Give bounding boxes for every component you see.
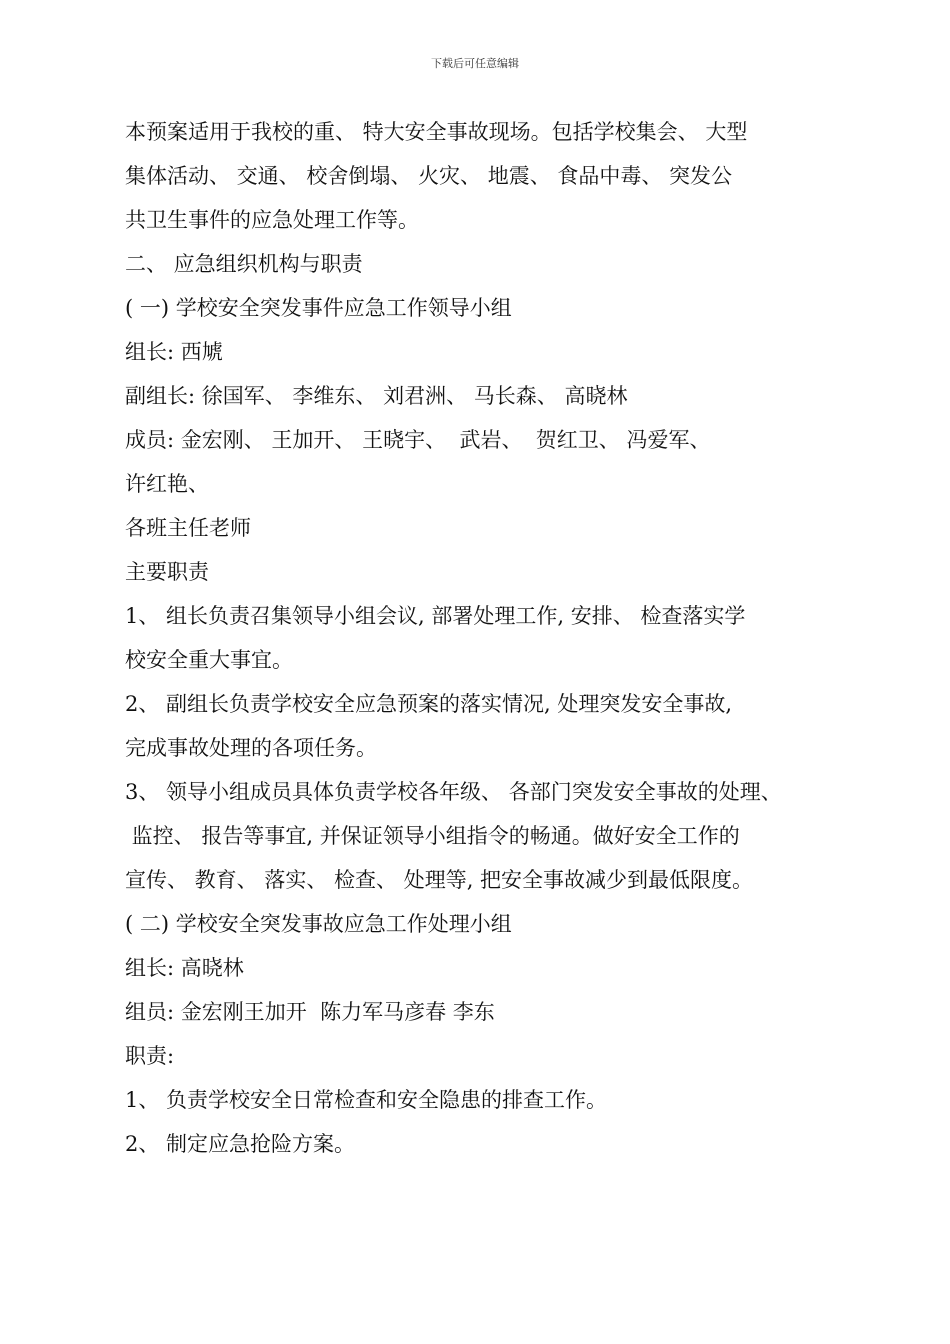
paragraph-line: 本预案适用于我校的重、 特大安全事故现场。包括学校集会、 大型 xyxy=(125,120,748,144)
paragraph-line: 宣传、 教育、 落实、 检查、 处理等, 把安全事故减少到最低限度。 xyxy=(125,868,754,892)
paragraph-line: 完成事故处理的各项任务。 xyxy=(125,736,377,760)
paragraph-line: 3、 领导小组成员具体负责学校各年级、 各部门突发安全事故的处理、 xyxy=(125,780,782,804)
paragraph-line: 2、 制定应急抢险方案。 xyxy=(125,1132,356,1156)
paragraph-line: 组长: 高晓林 xyxy=(125,956,244,980)
paragraph-line: 监控、 报告等事宜, 并保证领导小组指令的畅通。做好安全工作的 xyxy=(125,824,740,848)
section-heading: 二、 应急组织机构与职责 xyxy=(125,252,363,276)
page-header: 下载后可任意编辑 xyxy=(431,57,519,70)
paragraph-line: 许红艳、 xyxy=(125,472,209,496)
paragraph-line: 组长: 西虓 xyxy=(125,340,223,364)
paragraph-heading: 职责: xyxy=(125,1044,175,1068)
subsection-heading: ( 二) 学校安全突发事故应急工作处理小组 xyxy=(125,912,512,936)
paragraph-line: 共卫生事件的应急处理工作等。 xyxy=(125,208,419,232)
paragraph-line: 1、 负责学校安全日常检查和安全隐患的排查工作。 xyxy=(125,1088,608,1112)
paragraph-line: 校安全重大事宜。 xyxy=(125,648,293,672)
paragraph-line: 组员: 金宏刚王加开 陈力军马彦春 李东 xyxy=(125,1000,495,1024)
subsection-heading: ( 一) 学校安全突发事件应急工作领导小组 xyxy=(125,296,512,320)
document-body xyxy=(125,110,855,1166)
paragraph-line: 2、 副组长负责学校安全应急预案的落实情况, 处理突发安全事故, xyxy=(125,692,733,716)
paragraph-line: 1、 组长负责召集领导小组会议, 部署处理工作, 安排、 检查落实学 xyxy=(125,604,746,628)
paragraph-heading: 主要职责 xyxy=(125,560,209,584)
paragraph-line: 集体活动、 交通、 校舍倒塌、 火灾、 地震、 食品中毒、 突发公 xyxy=(125,164,733,188)
paragraph-line: 副组长: 徐国军、 李维东、 刘君洲、 马长森、 高晓林 xyxy=(125,384,628,408)
paragraph-line: 成员: 金宏刚、 王加开、 王晓宇、 武岩、 贺红卫、 冯爱军、 xyxy=(125,428,711,452)
paragraph-line: 各班主任老师 xyxy=(125,516,251,540)
